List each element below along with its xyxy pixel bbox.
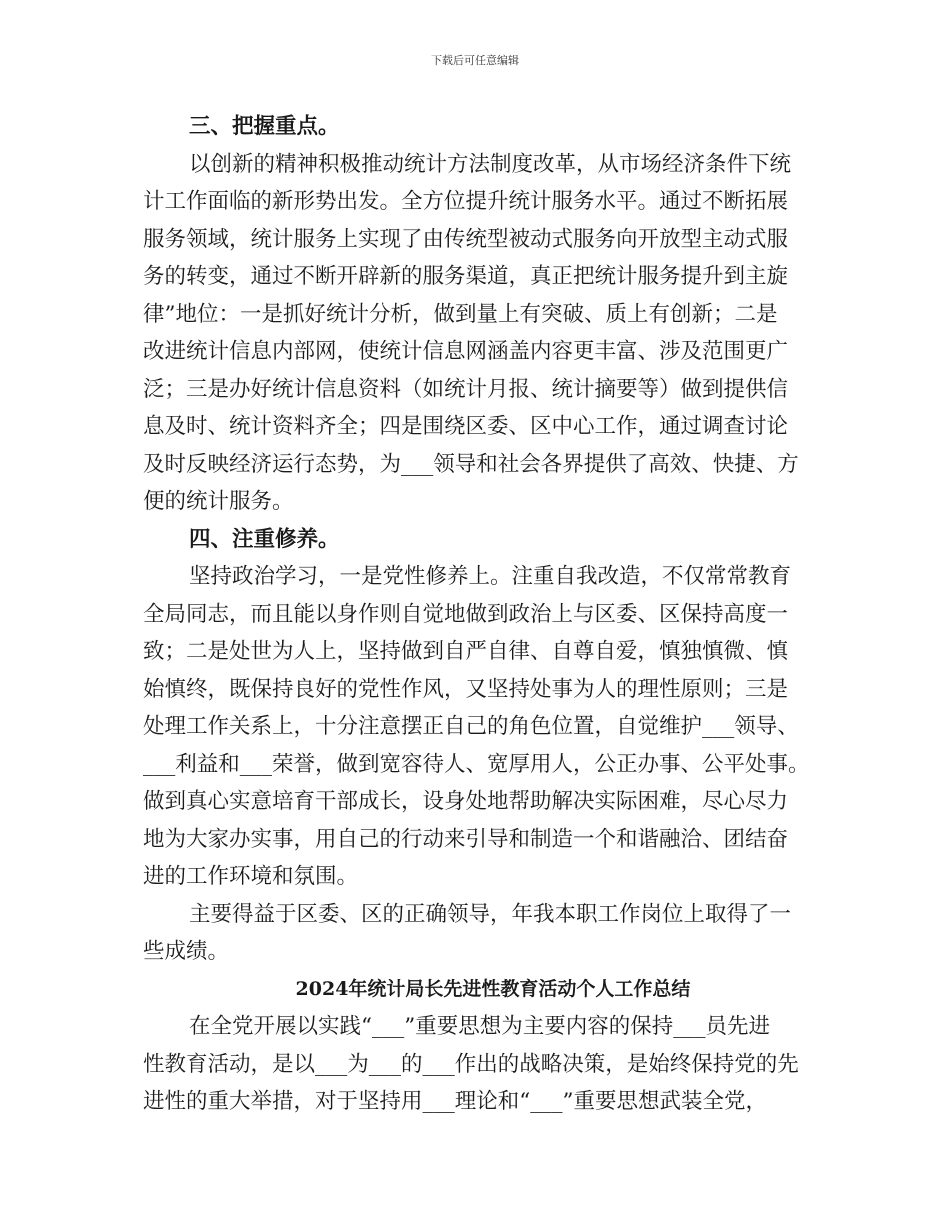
paragraph-line: 在全党开展以实践“___”重要思想为主要内容的保持___员先进 bbox=[189, 1014, 770, 1039]
paragraph-line: 及时反映经济运行态势，为___领导和社会各界提供了高效、快捷、方 bbox=[143, 451, 799, 477]
summary-line: 主要得益于区委、区的正确领导，年我本职工作岗位上取得了一 bbox=[189, 901, 792, 927]
paragraph-line: 进性的重大举措，对于坚持用___理论和“___”重要思想武装全党， bbox=[143, 1089, 767, 1114]
paragraph-line: 致；二是处世为人上，坚持做到自严自律、自尊自爱，慎独慎微、慎 bbox=[143, 639, 789, 664]
paragraph-line: 全局同志，而且能以身作则自觉地做到政治上与区委、区保持高度一 bbox=[143, 601, 789, 627]
paragraph-line: 以创新的精神积极推动统计方法制度改革，从市场经济条件下统 bbox=[189, 151, 792, 177]
document-body bbox=[143, 108, 823, 1121]
paragraph-line: 处理工作关系上，十分注意摆正自己的角色位置，自觉维护___领导、 bbox=[143, 714, 799, 739]
paragraph-line: 息及时、统计资料齐全；四是围绕区委、区中心工作，通过调查讨论 bbox=[143, 414, 789, 439]
section-3-heading: 三、把握重点。 bbox=[189, 114, 340, 139]
page-header-note: 下载后可任意编辑 bbox=[431, 54, 519, 67]
section-4-heading: 四、注重修养。 bbox=[189, 526, 340, 552]
paragraph-line: 坚持政治学习，一是党性修养上。注重自我改造，不仅常常教育 bbox=[189, 564, 792, 589]
article-title: 2024年统计局长先进性教育活动个人工作总结 bbox=[295, 977, 691, 1000]
paragraph-line: 计工作面临的新形势出发。全方位提升统计服务水平。通过不断拓展 bbox=[143, 189, 789, 214]
paragraph-line: 律”地位：一是抓好统计分析，做到量上有突破、质上有创新；二是 bbox=[143, 301, 778, 327]
paragraph-line: 地为大家办实事，用自己的行动来引导和制造一个和谐融洽、团结奋 bbox=[143, 826, 789, 852]
paragraph-line: 性教育活动，是以___为___的___作出的战略决策，是始终保持党的先 bbox=[143, 1051, 799, 1077]
paragraph-line: 泛；三是办好统计信息资料（如统计月报、统计摘要等）做到提供信 bbox=[143, 376, 789, 402]
paragraph-line: 改进统计信息内部网，使统计信息网涵盖内容更丰富、涉及范围更广 bbox=[143, 339, 789, 364]
paragraph-line: ___利益和___荣誉，做到宽容待人、宽厚用人，公正办事、公平处事。 bbox=[143, 751, 810, 777]
summary-line: 些成绩。 bbox=[143, 939, 230, 964]
paragraph-line: 做到真心实意培育干部成长，设身处地帮助解决实际困难，尽心尽力 bbox=[143, 789, 789, 814]
paragraph-line: 服务领域，统计服务上实现了由传统型被动式服务向开放型主动式服 bbox=[143, 226, 789, 252]
paragraph-line: 务的转变，通过不断开辟新的服务渠道，真正把统计服务提升到主旋 bbox=[143, 264, 789, 289]
paragraph-line: 进的工作环境和氛围。 bbox=[143, 864, 359, 889]
paragraph-line: 便的统计服务。 bbox=[143, 489, 294, 514]
paragraph-line: 始慎终，既保持良好的党性作风，又坚持处事为人的理性原则；三是 bbox=[143, 676, 789, 702]
